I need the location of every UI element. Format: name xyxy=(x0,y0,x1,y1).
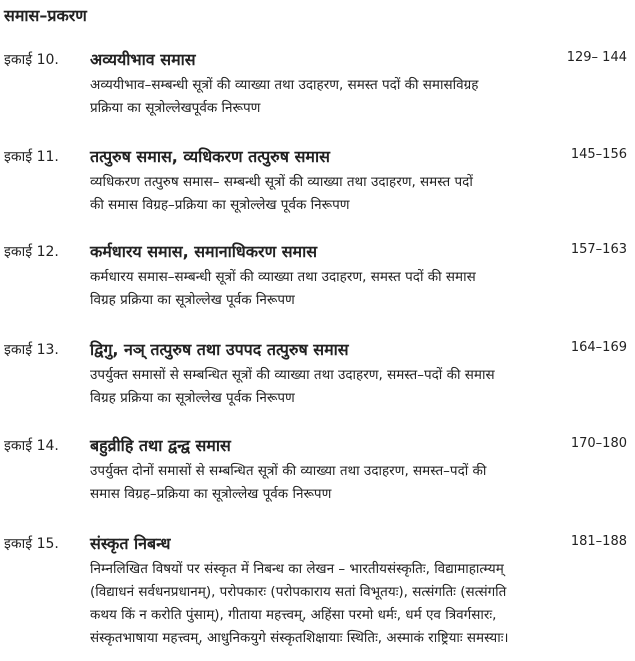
unit-heading: संस्कृत निबन्ध xyxy=(90,534,171,553)
unit-description xyxy=(90,558,600,650)
unit-heading: अव्ययीभाव समास xyxy=(90,50,196,69)
unit-label: इकाई 10. xyxy=(4,52,59,68)
unit-heading: द्विगु, नञ् तत्पुरुष तथा उपपद तत्पुरुष समास xyxy=(90,340,349,359)
description-line: कथय किं न करोति पुंसाम्), गीताया महत्त्वम्, अहिंसा परमो धर्मः, धर्म एव त्रिवर्गसारः, xyxy=(90,607,497,623)
page-range: 157–163 xyxy=(570,242,627,257)
unit-label: इकाई 12. xyxy=(4,244,59,260)
unit-heading: कर्मधारय समास, समानाधिकरण समास xyxy=(90,242,318,261)
description-line: उपर्युक्त समासों से सम्बन्धित सूत्रों की व्याख्या तथा उदाहरण, समस्त–पदों की समास xyxy=(90,367,495,383)
description-line: प्रक्रिया का सूत्रोल्लेखपूर्वक निरूपण xyxy=(90,100,261,116)
description-line: संस्कृतभाषाया महत्त्वम्, आधुनिकयुगे संस्कृतशिक्षायाः स्थितिः, अस्माकं राष्ट्रियाः समस्याः। xyxy=(90,630,509,646)
page-range: 145–156 xyxy=(570,147,627,162)
description-line: (विद्याधनं सर्वधनप्रधानम्), परोपकारः (परोपकाराय सतां विभूतयः), सत्संगतिः (सत्संगति xyxy=(90,584,507,600)
page-range: 170–180 xyxy=(570,436,627,451)
description-line: अव्ययीभाव–सम्बन्धी सूत्रों की व्याख्या तथा उदाहरण, समस्त पदों की समासविग्रह xyxy=(90,77,479,93)
description-line: कर्मधारय समास–सम्बन्धी सूत्रों की व्याख्या तथा उदाहरण, समस्त पदों की समास xyxy=(90,269,476,285)
unit-label: इकाई 15. xyxy=(4,536,59,552)
description-line: की समास विग्रह–प्रक्रिया का सूत्रोल्लेख पूर्वक निरूपण xyxy=(90,197,350,213)
description-line: उपर्युक्त दोनों समासों से सम्बन्धित सूत्रों की व्याख्या तथा उदाहरण, समस्त–पदों की xyxy=(90,463,487,479)
unit-description xyxy=(90,364,600,410)
unit-description xyxy=(90,460,600,506)
description-line: विग्रह प्रक्रिया का सूत्रोल्लेख पूर्वक निरूपण xyxy=(90,390,295,406)
unit-heading: तत्पुरुष समास, व्यधिकरण तत्पुरुष समास xyxy=(90,147,330,166)
section-title: समास–प्रकरण xyxy=(4,6,87,25)
description-line: समास विग्रह–प्रक्रिया का सूत्रोल्लेख पूर्वक निरूपण xyxy=(90,486,332,502)
unit-label: इकाई 13. xyxy=(4,342,59,358)
page-range: 181–188 xyxy=(570,534,627,549)
description-line: विग्रह प्रक्रिया का सूत्रोल्लेख पूर्वक निरूपण xyxy=(90,292,295,308)
unit-heading: बहुव्रीहि तथा द्वन्द्व समास xyxy=(90,436,231,455)
unit-description xyxy=(90,74,600,120)
description-line: व्यधिकरण तत्पुरुष समास– सम्बन्धी सूत्रों की व्याख्या तथा उदाहरण, समस्त पदों xyxy=(90,174,473,190)
description-line: निम्नलिखित विषयों पर संस्कृत में निबन्ध का लेखन – भारतीयसंस्कृतिः, विद्यामाहात्म्यम् xyxy=(90,561,504,577)
unit-label: इकाई 11. xyxy=(4,149,59,165)
page-range: 164–169 xyxy=(570,340,627,355)
page-range: 129– 144 xyxy=(566,50,627,65)
unit-description xyxy=(90,266,600,312)
unit-description xyxy=(90,171,600,217)
unit-label: इकाई 14. xyxy=(4,438,59,454)
